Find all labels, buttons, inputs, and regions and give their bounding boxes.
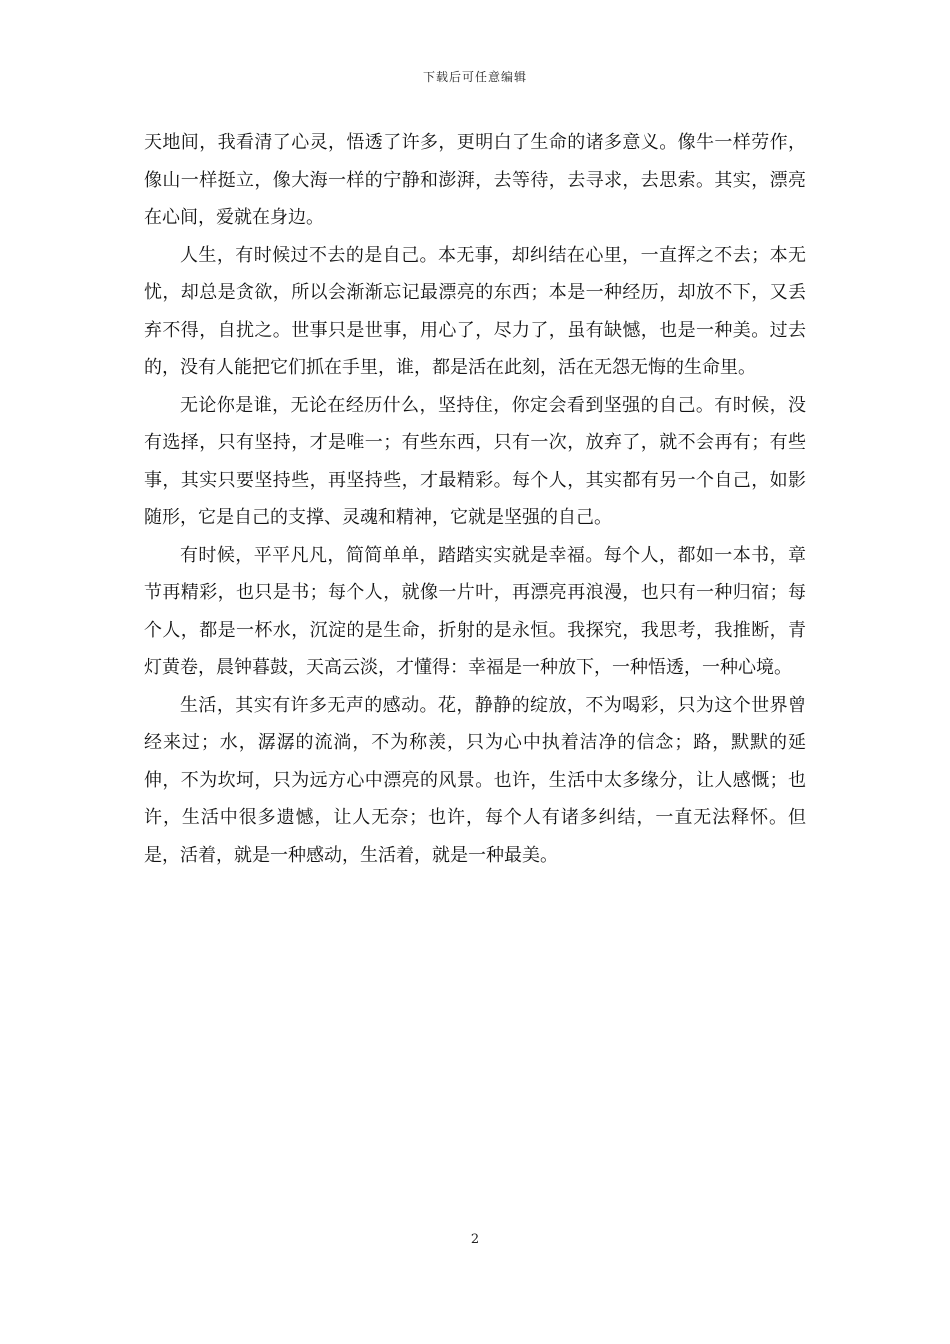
paragraph: 无论你是谁，无论在经历什么，坚持住，你定会看到坚强的自己。有时候，没有选择，只有坚持，才是唯一；有些东西，只有一次，放弃了，就不会再有；有些事，其实只要坚持些，再坚持些，才最精彩。每个人，其实都有另一个自己，如影随形，它是自己的支撑、灵魂和精神，它就是坚强的自己。 xyxy=(144,394,806,528)
paragraph: 人生，有时候过不去的是自己。本无事，却纠结在心里，一直挥之不去；本无忧，却总是贪欲，所以会渐渐忘记最漂亮的东西；本是一种经历，却放不下，又丢弃不得，自扰之。世事只是世事，用心了，尽力了，虽有缺憾，也是一种美。过去的，没有人能把它们抓在手里，谁，都是活在此刻，活在无怨无悔的生命里。 xyxy=(144,244,806,378)
document-body xyxy=(144,124,806,874)
page-number: 2 xyxy=(470,1232,480,1247)
paragraph: 生活，其实有许多无声的感动。花，静静的绽放，不为喝彩，只为这个世界曾经来过；水，潺潺的流淌，不为称羡，只为心中执着洁净的信念；路，默默的延伸，不为坎坷，只为远方心中漂亮的风景。也许，生活中太多缘分，让人感慨；也许，生活中很多遗憾，让人无奈；也许，每个人有诸多纠结，一直无法释怀。但是，活着，就是一种感动，生活着，就是一种最美。 xyxy=(144,694,806,866)
page-header: 下载后可任意编辑 xyxy=(422,70,527,84)
paragraph-continued: 天地间，我看清了心灵，悟透了许多，更明白了生命的诸多意义。像牛一样劳作，像山一样挺立，像大海一样的宁静和澎湃，去等待，去寻求，去思索。其实，漂亮在心间，爱就在身边。 xyxy=(144,132,806,228)
paragraph: 有时候，平平凡凡，简简单单，踏踏实实就是幸福。每个人，都如一本书，章节再精彩，也只是书；每个人，就像一片叶，再漂亮再浪漫，也只有一种归宿；每个人，都是一杯水，沉淀的是生命，折射的是永恒。我探究，我思考，我推断，青灯黄卷，晨钟暮鼓，天高云淡，才懂得：幸福是一种放下，一种悟透，一种心境。 xyxy=(144,544,806,678)
